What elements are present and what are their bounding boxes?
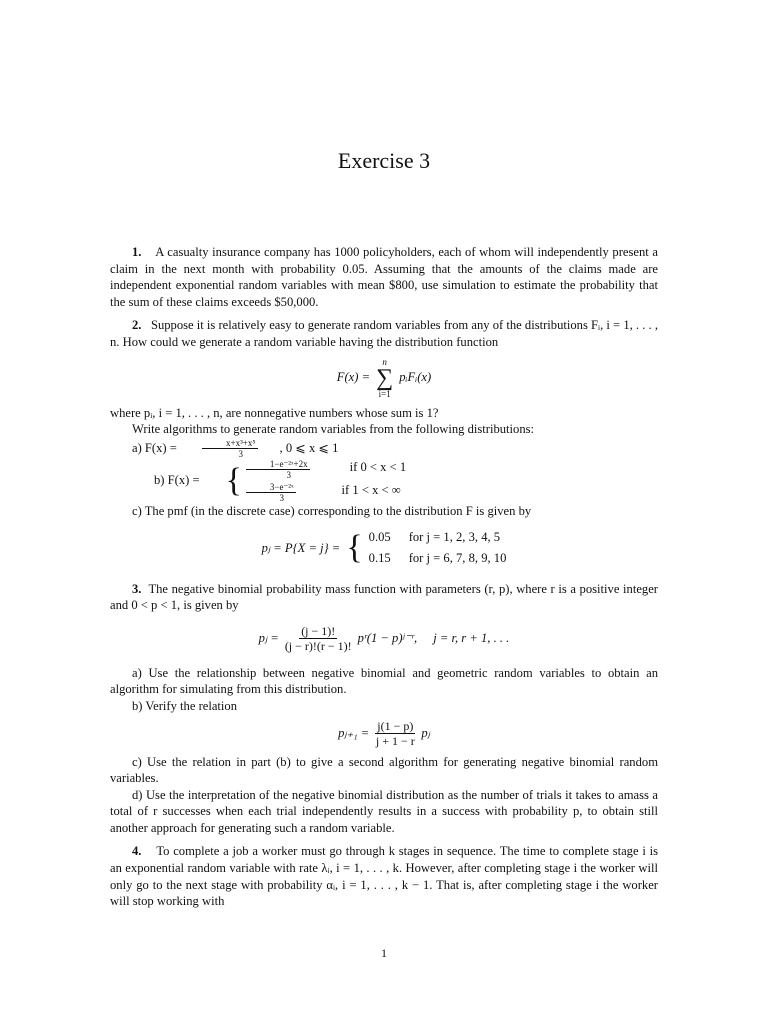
problem-text: The negative binomial probability mass function with parameters (r, p), where r is a positive integer and 0 < p < 1, is given by (110, 581, 658, 613)
equation-lhs: pⱼ = (258, 630, 279, 645)
case-value: 0.05 (368, 530, 391, 545)
problem-4 (110, 843, 658, 909)
write-text: Write algorithms to generate random variables from the following distributions: (132, 422, 535, 437)
numerator: (j − 1)! (301, 623, 336, 638)
equation-lhs: pⱼ = P{X = j} = (261, 540, 341, 555)
problem-number: 4. (132, 844, 142, 859)
problem-text: A casualty insurance company has 1000 policyholders, each of whom will independently present a claim in the next month with probability 0.05. Assuming that the amounts of the claims made are independent exponential random variables with mean $800, use simulation to estimate the probability that the sum of these claims exceeds $50,000. (110, 245, 658, 309)
part-c: c) Use the relation in part (b) to give a second algorithm for generating negative binomial random variables. (110, 754, 658, 786)
part-label: a) F(x) = (132, 440, 177, 455)
case-row (369, 550, 507, 567)
fraction (202, 438, 258, 459)
equation-rhs: pⱼ (421, 725, 430, 740)
problem-number: 2. (132, 318, 142, 333)
left-brace: { (346, 528, 363, 566)
denominator: 3 (279, 492, 284, 503)
problem-1 (110, 244, 658, 310)
case-row (246, 482, 406, 503)
part-label: b) F(x) = (154, 473, 200, 488)
problem-number: 1. (132, 245, 142, 259)
equation-negbin (110, 624, 658, 653)
numerator: 3−e⁻²ˣ (246, 482, 296, 493)
page-title: Exercise 3 (337, 148, 431, 173)
numerator: 1−e⁻²ˣ+2x (246, 459, 310, 470)
case-value: 0.15 (368, 550, 391, 565)
problem-3 (110, 581, 658, 614)
equation-range: j = r, r + 1, . . . (433, 630, 510, 645)
part-a: a) Use the relationship between negative binomial and geometric random variables to obtain an algorithm for simulating from this distribution. (110, 665, 658, 697)
equation-rhs: pᵢFᵢ(x) (399, 370, 432, 385)
problem-text: To complete a job a worker must go through k stages in sequence. The time to complete stage i is an exponential random variable with rate λᵢ, i = 1, . . . , k. However, after completing stage i the worker will only go to the next stage with probability αᵢ, i = 1, . . . , k − 1. That is, after completing stage i the worker will stop working with (110, 844, 659, 909)
denominator: (j − r)!(r − 1)! (284, 638, 352, 653)
fraction (375, 719, 415, 748)
fraction (246, 459, 310, 480)
problem-2 (110, 317, 658, 350)
case-condition: for j = 6, 7, 8, 9, 10 (408, 550, 507, 565)
denominator: j + 1 − r (375, 733, 415, 748)
case-row (246, 459, 406, 480)
condition: , 0 ⩽ x ⩽ 1 (279, 440, 339, 455)
problem-text: Suppose it is relatively easy to generate random variables from any of the distributions Fᵢ, i = 1, . . . , n. How could we generate a random variable having the distribution function (110, 318, 658, 349)
left-brace: { (225, 461, 242, 499)
numerator: j(1 − p) (377, 718, 414, 733)
equation-pmf (110, 529, 658, 566)
problem-number: 3. (132, 581, 142, 596)
case-condition: if 0 < x < 1 (349, 459, 407, 474)
part-a (110, 438, 658, 459)
piecewise-cases (369, 529, 507, 566)
part-b: b) Verify the relation (132, 698, 238, 713)
numerator: x+x³+x⁵ (202, 438, 258, 449)
case-condition: if 1 < x < ∞ (341, 482, 401, 497)
equation-lhs: pⱼ₊₁ = (338, 725, 370, 740)
equation-lhs: F(x) = (336, 370, 371, 385)
fraction (285, 624, 352, 653)
part-d: d) Use the interpretation of the negative binomial distribution as the number of trials it takes to amass a total of r successes when each trial independently results in a success with probability p, to obtain still another approach for generating such a random variable. (110, 787, 658, 835)
part-b (110, 459, 658, 503)
summation (376, 357, 393, 399)
part-c: c) The pmf (in the discrete case) corresponding to the distribution F is given by (132, 503, 532, 518)
sigma-symbol: ∑ (376, 364, 394, 391)
where-text: where pᵢ, i = 1, . . . , n, are nonnegative numbers whose sum is 1? (110, 405, 439, 420)
sum-upper: n (382, 356, 387, 367)
equation-mixture (110, 357, 658, 399)
sum-lower: i=1 (378, 388, 391, 399)
denominator: 3 (238, 448, 244, 459)
case-condition: for j = 1, 2, 3, 4, 5 (408, 530, 501, 545)
equation-rhs: pʳ(1 − p)ʲ⁻ʳ, (357, 630, 418, 645)
case-row (369, 529, 507, 546)
document-body (110, 244, 658, 910)
equation-relation (110, 719, 658, 748)
fraction (246, 482, 296, 503)
piecewise-cases (246, 459, 406, 503)
denominator: 3 (286, 469, 292, 480)
page-number: 1 (381, 946, 387, 960)
